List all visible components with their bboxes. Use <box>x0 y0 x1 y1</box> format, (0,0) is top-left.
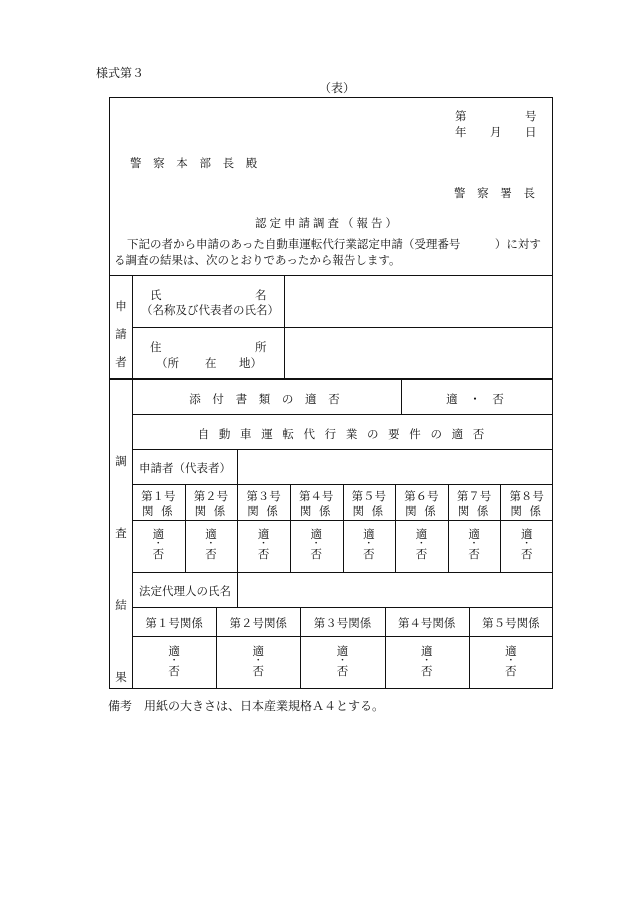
document-title: 認定申請調査（報告） <box>255 216 400 230</box>
relation-label: 関 係 <box>352 504 386 518</box>
name-sub-label: （名称及び代表者の氏名） <box>141 303 279 317</box>
fit-no: 否 <box>415 547 428 561</box>
address-sub-c: 地） <box>239 356 262 370</box>
fit-yes: 適 <box>252 644 265 658</box>
fit-yes: 適 <box>336 644 349 658</box>
fit-dot: ・ <box>416 539 426 549</box>
name-label-a: 氏 <box>150 288 162 302</box>
number-suffix: 号 <box>525 109 537 123</box>
relation-label: 関 係 <box>247 504 280 518</box>
fit-dot: ・ <box>506 656 516 666</box>
fit-yes: 適 <box>363 527 375 541</box>
relation-number: 第３号 <box>246 489 281 503</box>
addressee: 警 察 本 部 長 殿 <box>130 156 262 170</box>
fit-yes: 適 <box>520 527 533 541</box>
fit-no: 否 <box>152 547 165 561</box>
fit-choice[interactable] <box>185 528 238 560</box>
name-label-b: 名 <box>255 288 267 302</box>
month-label: 月 <box>490 125 502 139</box>
fit-choice[interactable] <box>343 528 396 560</box>
fit-no: 否 <box>168 664 180 678</box>
fit-no: 否 <box>205 547 217 561</box>
fit-dot: ・ <box>253 656 263 666</box>
fit-choice[interactable] <box>216 645 300 677</box>
relation-number: 第７号 <box>456 489 492 503</box>
relation-label: 第３号関係 <box>313 616 372 630</box>
relation-number: 第４号 <box>298 489 334 503</box>
fit-dot: ・ <box>522 539 532 549</box>
legal-rep-label: 法定代理人の氏名 <box>139 584 231 598</box>
relation-number: 第６号 <box>404 489 439 503</box>
fit-yes: 適 <box>415 527 428 541</box>
year-label: 年 <box>455 125 467 139</box>
relation-label: 関 係 <box>457 504 491 518</box>
fit-dot: ・ <box>153 539 163 549</box>
day-label: 日 <box>525 125 537 139</box>
requirements-label: 自 動 車 運 転 代 行 業 の 要 件 の 適 否 <box>197 427 488 441</box>
address-sub-a: （所 <box>156 356 179 370</box>
fit-yes: 適 <box>168 644 180 658</box>
fit-choice[interactable] <box>469 645 553 677</box>
fit-choice[interactable] <box>448 528 501 560</box>
fit-no: 否 <box>468 547 480 561</box>
fit-no: 否 <box>520 547 533 561</box>
fit-choice[interactable] <box>132 645 216 677</box>
result-section-label: 調 査 結 果 <box>115 454 127 684</box>
fit-yes: 適 <box>205 527 217 541</box>
fit-yes: 適 <box>505 644 517 658</box>
fit-yes: 適 <box>310 527 322 541</box>
fit-no: 否 <box>257 547 270 561</box>
relation-number: 第８号 <box>509 489 544 503</box>
relation-label: 第２号関係 <box>229 616 288 630</box>
fit-dot: ・ <box>422 656 432 666</box>
address-label-a: 住 <box>150 340 162 354</box>
relation-label: 第１号関係 <box>145 616 203 630</box>
address-label-b: 所 <box>255 340 267 354</box>
form-number: 様式第３ <box>96 66 145 80</box>
fit-no: 否 <box>420 664 433 678</box>
fit-choice[interactable] <box>132 528 185 560</box>
fit-dot: ・ <box>311 539 321 549</box>
fit-no: 否 <box>505 664 517 678</box>
fit-choice[interactable] <box>290 528 343 560</box>
fit-no: 否 <box>252 664 265 678</box>
fit-no: 否 <box>336 664 349 678</box>
relation-label: 関 係 <box>510 504 544 518</box>
sender: 警 察 署 長 <box>454 186 539 200</box>
fit-dot: ・ <box>259 539 269 549</box>
fit-yes: 適 <box>420 644 433 658</box>
body-line-2: る調査の結果は、次のとおりであったから報告します。 <box>114 253 401 267</box>
relation-label: 関 係 <box>405 504 438 518</box>
fit-yes: 適 <box>152 527 165 541</box>
fit-yes: 適 <box>257 527 270 541</box>
number-label: 第 <box>455 109 467 123</box>
relation-number: 第２号 <box>193 489 229 503</box>
address-sub-b: 在 <box>205 356 217 370</box>
relation-label: 第４号関係 <box>397 616 456 630</box>
applicant-section-label: 申 請 者 <box>115 299 127 369</box>
fit-no: 否 <box>363 547 375 561</box>
fit-dot: ・ <box>337 656 347 666</box>
attachments-label: 添 付 書 類 の 適 否 <box>189 392 344 406</box>
side-label: （表） <box>319 81 356 95</box>
fit-choice[interactable] <box>395 528 448 560</box>
fit-dot: ・ <box>364 539 374 549</box>
relation-label: 関 係 <box>299 504 333 518</box>
fit-choice[interactable] <box>500 528 553 560</box>
relation-label: 関 係 <box>141 504 175 518</box>
relation-label: 第５号関係 <box>482 616 540 630</box>
fit-choice[interactable] <box>300 645 384 677</box>
fit-dot: ・ <box>169 656 179 666</box>
fit-yes: 適 <box>468 527 480 541</box>
fit-dot: ・ <box>469 539 479 549</box>
applicant-rep-label: 申請者（代表者） <box>139 461 231 475</box>
body-line-1: 下記の者から申請のあった自動車運転代行業認定申請（受理番号 ）に対す <box>127 237 541 251</box>
attachments-fit[interactable]: 適 ・ 否 <box>446 392 508 406</box>
relation-number: 第１号 <box>141 489 176 503</box>
fit-no: 否 <box>310 547 322 561</box>
fit-choice[interactable] <box>385 645 469 677</box>
relation-label: 関 係 <box>194 504 228 518</box>
note: 備考 用紙の大きさは、日本産業規格Ａ４とする。 <box>108 699 385 713</box>
fit-choice[interactable] <box>237 528 290 560</box>
fit-dot: ・ <box>206 539 216 549</box>
relation-number: 第５号 <box>351 489 387 503</box>
